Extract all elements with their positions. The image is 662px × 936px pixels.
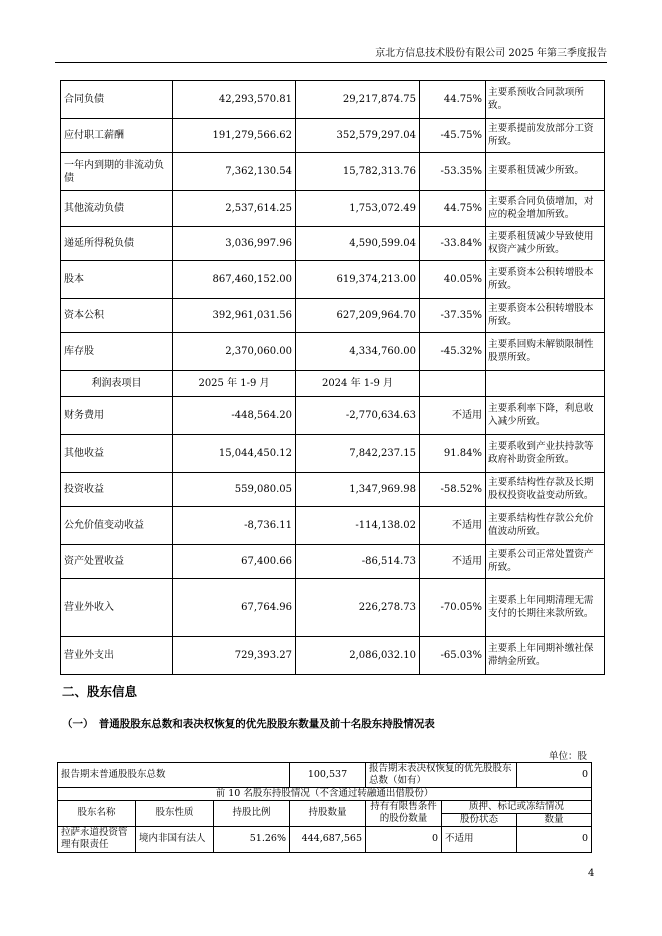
row-reason: 主要系提前发放部分工资所致。 bbox=[486, 119, 605, 153]
col-pledge-status: 股份状态 bbox=[442, 813, 517, 826]
shareholder-qty: 444,687,565 bbox=[290, 826, 366, 852]
row-change: -58.52% bbox=[420, 473, 486, 507]
financial-change-table bbox=[60, 80, 605, 675]
row-reason: 主要系租赁减少导致使用权资产减少所致。 bbox=[486, 227, 605, 261]
row-change: 44.75% bbox=[420, 191, 486, 227]
row-previous: 2,086,032.10 bbox=[296, 637, 420, 675]
table-row bbox=[61, 579, 605, 637]
col-name: 股东名称 bbox=[58, 800, 136, 826]
shareholder-ratio: 51.26% bbox=[214, 826, 290, 852]
row-change: 不适用 bbox=[420, 545, 486, 579]
table-row bbox=[61, 397, 605, 435]
row-change: -65.03% bbox=[420, 637, 486, 675]
row-current: 191,279,566.62 bbox=[173, 119, 296, 153]
row-change: 40.05% bbox=[420, 261, 486, 299]
table-row bbox=[61, 637, 605, 675]
row-change: -70.05% bbox=[420, 579, 486, 637]
row-reason: 主要系上年同期清理无需支付的长期往来款所致。 bbox=[486, 579, 605, 637]
shareholder-head-row bbox=[58, 800, 592, 813]
row-change: 44.75% bbox=[420, 81, 486, 119]
row-current: 42,293,570.81 bbox=[173, 81, 296, 119]
row-previous: 1,347,969.98 bbox=[296, 473, 420, 507]
total-shareholders-label: 报告期末普通股股东总数 bbox=[58, 763, 290, 788]
top10-caption: 前 10 名股东持股情况（不含通过转融通出借股份） bbox=[58, 787, 592, 800]
table-row bbox=[61, 545, 605, 579]
row-item: 资产处置收益 bbox=[61, 545, 173, 579]
row-current: -8,736.11 bbox=[173, 507, 296, 545]
table-row bbox=[61, 435, 605, 473]
row-reason: 主要系结构性存款公允价值波动所致。 bbox=[486, 507, 605, 545]
row-item: 库存股 bbox=[61, 333, 173, 371]
total-shareholders-value: 100,537 bbox=[290, 763, 366, 788]
shareholder-status: 不适用 bbox=[442, 826, 517, 852]
shareholder-name: 拉萨永道投资管理有限责任 bbox=[58, 826, 136, 852]
unit-label: 单位：股 bbox=[548, 751, 587, 762]
row-current: 729,393.27 bbox=[173, 637, 296, 675]
shareholder-total-row bbox=[58, 763, 592, 788]
table-row bbox=[61, 119, 605, 153]
row-current: 2,370,060.00 bbox=[173, 333, 296, 371]
row-item: 财务费用 bbox=[61, 397, 173, 435]
row-reason: 主要系结构性存款及长期股权投资收益变动所致。 bbox=[486, 473, 605, 507]
table-row bbox=[61, 261, 605, 299]
preferred-shareholders-label: 报告期末表决权恢复的优先股股东总数（如有） bbox=[366, 763, 517, 788]
row-reason: 主要系利率下降，利息收入减少所致。 bbox=[486, 397, 605, 435]
table-row bbox=[61, 81, 605, 119]
shareholder-pledge-qty: 0 bbox=[517, 826, 592, 852]
row-item: 投资收益 bbox=[61, 473, 173, 507]
page-number: 4 bbox=[588, 868, 595, 879]
table-row bbox=[61, 191, 605, 227]
income-header-row bbox=[61, 371, 605, 397]
row-current: 392,961,031.56 bbox=[173, 299, 296, 333]
row-previous: 226,278.73 bbox=[296, 579, 420, 637]
income-header-blank bbox=[486, 371, 605, 397]
row-reason: 主要系资本公积转增股本所致。 bbox=[486, 299, 605, 333]
row-item: 递延所得税负债 bbox=[61, 227, 173, 261]
row-item: 营业外收入 bbox=[61, 579, 173, 637]
row-current: 15,044,450.12 bbox=[173, 435, 296, 473]
row-previous: 15,782,313.76 bbox=[296, 153, 420, 191]
row-item: 公允价值变动收益 bbox=[61, 507, 173, 545]
row-previous: 7,842,237.15 bbox=[296, 435, 420, 473]
row-change: -37.35% bbox=[420, 299, 486, 333]
row-change: 不适用 bbox=[420, 507, 486, 545]
preferred-shareholders-value: 0 bbox=[517, 763, 592, 788]
row-reason: 主要系合同负债增加，对应的税金增加所致。 bbox=[486, 191, 605, 227]
row-current: 7,362,130.54 bbox=[173, 153, 296, 191]
table-row bbox=[61, 299, 605, 333]
table-row bbox=[61, 153, 605, 191]
income-header-item: 利润表项目 bbox=[61, 371, 173, 397]
income-header-blank bbox=[420, 371, 486, 397]
col-restricted: 持有有限售条件的股份数量 bbox=[366, 800, 442, 826]
shareholder-table bbox=[57, 762, 592, 853]
col-nature: 股东性质 bbox=[136, 800, 214, 826]
row-previous: 1,753,072.49 bbox=[296, 191, 420, 227]
shareholder-nature: 境内非国有法人 bbox=[136, 826, 214, 852]
row-current: 67,764.96 bbox=[173, 579, 296, 637]
row-change: -45.32% bbox=[420, 333, 486, 371]
row-previous: -2,770,634.63 bbox=[296, 397, 420, 435]
income-header-current: 2025 年 1-9 月 bbox=[173, 371, 296, 397]
row-previous: 4,334,760.00 bbox=[296, 333, 420, 371]
subsection-title: （一） 普通股股东总数和表决权恢复的优先股股东数量及前十名股东持股情况表 bbox=[62, 718, 435, 730]
shareholder-row bbox=[58, 826, 592, 852]
row-previous: -114,138.02 bbox=[296, 507, 420, 545]
row-item: 应付职工薪酬 bbox=[61, 119, 173, 153]
col-qty: 持股数量 bbox=[290, 800, 366, 826]
table-row bbox=[61, 473, 605, 507]
row-current: 2,537,614.25 bbox=[173, 191, 296, 227]
row-reason: 主要系租赁减少所致。 bbox=[486, 153, 605, 191]
row-previous: 4,590,599.04 bbox=[296, 227, 420, 261]
row-reason: 主要系公司正常处置资产所致。 bbox=[486, 545, 605, 579]
shareholder-restricted: 0 bbox=[366, 826, 442, 852]
top10-caption-row bbox=[58, 787, 592, 800]
page-header: 京北方信息技术股份有限公司 2025 年第三季度报告 bbox=[55, 44, 607, 63]
row-change: -53.35% bbox=[420, 153, 486, 191]
row-previous: 29,217,874.75 bbox=[296, 81, 420, 119]
row-item: 合同负债 bbox=[61, 81, 173, 119]
row-current: 867,460,152.00 bbox=[173, 261, 296, 299]
table-row bbox=[61, 507, 605, 545]
row-item: 一年内到期的非流动负债 bbox=[61, 153, 173, 191]
table-row bbox=[61, 227, 605, 261]
row-current: 67,400.66 bbox=[173, 545, 296, 579]
col-pledge-qty: 数量 bbox=[517, 813, 592, 826]
row-previous: -86,514.73 bbox=[296, 545, 420, 579]
section-title: 二、股东信息 bbox=[62, 684, 138, 699]
row-item: 其他流动负债 bbox=[61, 191, 173, 227]
col-ratio: 持股比例 bbox=[214, 800, 290, 826]
row-item: 股本 bbox=[61, 261, 173, 299]
row-reason: 主要系回购未解锁限制性股票所致。 bbox=[486, 333, 605, 371]
row-previous: 352,579,297.04 bbox=[296, 119, 420, 153]
row-change: -33.84% bbox=[420, 227, 486, 261]
col-pledge: 质押、标记或冻结情况 bbox=[442, 800, 592, 813]
row-current: -448,564.20 bbox=[173, 397, 296, 435]
row-current: 559,080.05 bbox=[173, 473, 296, 507]
row-reason: 主要系上年同期补缴社保滞纳金所致。 bbox=[486, 637, 605, 675]
row-reason: 主要系预收合同款项所致。 bbox=[486, 81, 605, 119]
row-change: -45.75% bbox=[420, 119, 486, 153]
row-previous: 627,209,964.70 bbox=[296, 299, 420, 333]
table-row bbox=[61, 333, 605, 371]
row-previous: 619,374,213.00 bbox=[296, 261, 420, 299]
row-item: 其他收益 bbox=[61, 435, 173, 473]
income-header-previous: 2024 年 1-9 月 bbox=[296, 371, 420, 397]
row-change: 不适用 bbox=[420, 397, 486, 435]
row-current: 3,036,997.96 bbox=[173, 227, 296, 261]
row-item: 营业外支出 bbox=[61, 637, 173, 675]
row-change: 91.84% bbox=[420, 435, 486, 473]
row-reason: 主要系资本公积转增股本所致。 bbox=[486, 261, 605, 299]
row-reason: 主要系收到产业扶持款等政府补助资金所致。 bbox=[486, 435, 605, 473]
row-item: 资本公积 bbox=[61, 299, 173, 333]
